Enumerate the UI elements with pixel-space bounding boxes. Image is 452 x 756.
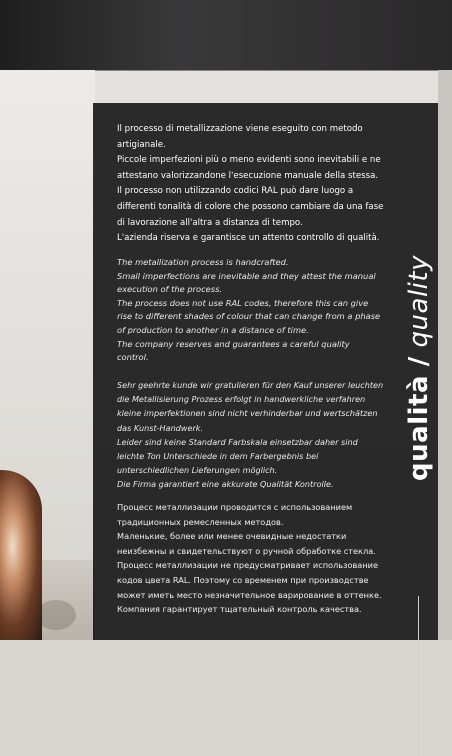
italian-paragraph: Il processo non utilizzando codici RAL può dare luogo a differenti tonalità di colore che possono cambiare da una fase di lavorazione all'altra a distanza di tempo. <box>117 186 384 228</box>
italian-paragraph: L'azienda riserva e garantisce un attento controllo di qualità. <box>117 233 380 244</box>
italian-paragraph: Piccole imperfezioni più o meno evidenti sono inevitabili e ne attestano valorizzandone l'esecuzione manuale della stessa. <box>117 155 381 181</box>
vase-shadow <box>36 600 76 630</box>
english-paragraph: The process does not use RAL codes, therefore this can give rise to different shades of colour that can change from a phase of production to another in a distance of time. <box>117 297 381 335</box>
english-paragraph: Small imperfections are inevitable and they attest the manual execution of the process. <box>117 270 376 295</box>
german-paragraph: Leider sind keine Standard Farbskala einsetzbar daher sind leichte Ton Unterschiede in dem Farbergebnis bei unterschiedlichen Lieferungen möglich. <box>117 436 358 476</box>
ceiling <box>0 0 452 70</box>
russian-paragraph: Процесс металлизации проводится с использованием традиционных ремесленных методов. <box>117 502 353 527</box>
russian-paragraph: Процесс металлизации не предусматривает использование кодов цвета RAL. Поэтому со временем при производстве может иметь место незначительное варирование в оттенке. Компания гарантирует тщательный контроль качества. <box>117 560 382 615</box>
italian-text <box>117 122 385 247</box>
section-title <box>404 255 434 481</box>
copper-vase <box>0 470 42 640</box>
title-separator: / <box>404 356 434 367</box>
title-main: qualità <box>404 375 434 481</box>
english-paragraph: The metallization process is handcrafted. <box>117 257 289 267</box>
title-divider-line <box>418 596 419 756</box>
russian-text <box>117 500 387 617</box>
italian-paragraph: Il processo di metallizzazione viene eseguito con metodo artigianale. <box>117 124 363 150</box>
title-alt: quality <box>404 255 434 348</box>
german-paragraph: Sehr geehrte kunde wir gratulieren für den Kauf unserer leuchten die Metallisierung Prozess erfolgt in handwerkliche verfahren kleine imperfektionen sind nicht verhinderbar und wertschätzen das Kunst-Handwerk. <box>117 380 384 433</box>
russian-paragraph: Маленькие, более или менее очевидные недостатки неизбежны и свидетельствуют о ручной обработке стекла. <box>117 531 376 556</box>
english-text <box>117 256 382 365</box>
german-text <box>117 378 387 492</box>
german-paragraph: Die Firma garantiert eine akkurate Qualität Kontrolle. <box>117 479 334 490</box>
section-title-sidebar <box>396 118 442 618</box>
english-paragraph: The company reserves and guarantees a careful quality control. <box>117 338 350 363</box>
